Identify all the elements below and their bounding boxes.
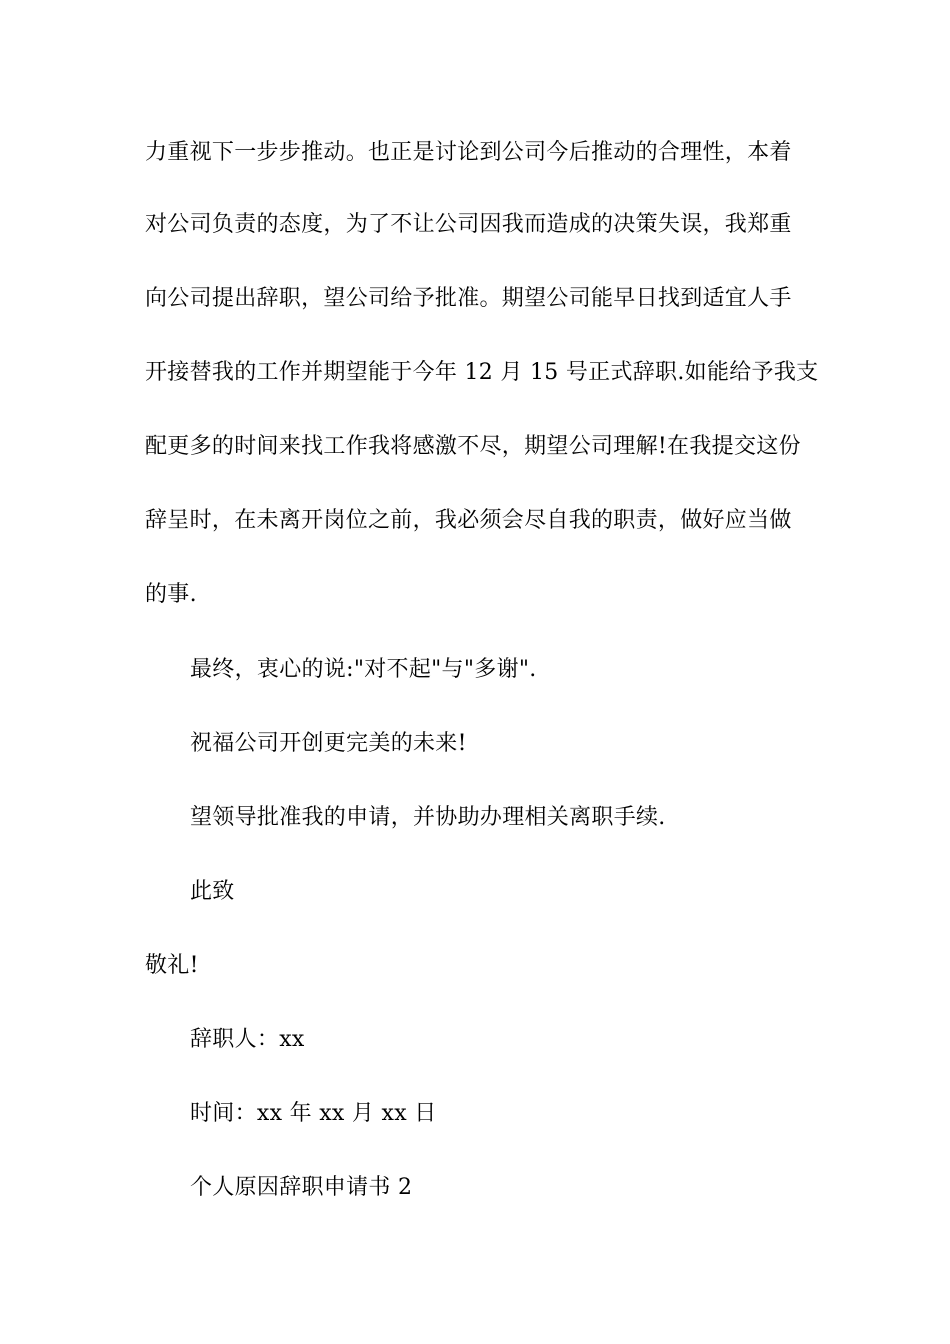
- paragraph-line-3: 向公司提出辞职，望公司给予批准。期望公司能早日找到适宜人手: [145, 286, 792, 311]
- salutation-jingli: 敬礼!: [145, 953, 199, 978]
- closing-line: 最终，衷心的说:"对不起"与"多谢".: [190, 657, 537, 682]
- date-line: 时间：xx 年 xx 月 xx 日: [190, 1101, 437, 1126]
- paragraph-line-4: 开接替我的工作并期望能于今年 12 月 15 号正式辞职.如能给予我支: [145, 360, 819, 385]
- salutation-cizhi: 此致: [190, 879, 235, 904]
- next-section-title: 个人原因辞职申请书 2: [190, 1175, 413, 1200]
- paragraph-line-5: 配更多的时间来找工作我将感激不尽，期望公司理解!在我提交这份: [145, 434, 801, 459]
- paragraph-line-2: 对公司负责的态度，为了不让公司因我而造成的决策失误，我郑重: [145, 212, 792, 237]
- request-line: 望领导批准我的申请，并协助办理相关离职手续.: [190, 805, 666, 830]
- blessing-line: 祝福公司开创更完美的未来!: [190, 731, 467, 756]
- paragraph-line-1: 力重视下一步步推动。也正是讨论到公司今后推动的合理性，本着: [145, 140, 792, 165]
- signer-line: 辞职人：xx: [190, 1027, 305, 1052]
- paragraph-line-7: 的事.: [145, 582, 197, 607]
- paragraph-line-6: 辞呈时，在未离开岗位之前，我必须会尽自我的职责，做好应当做: [145, 508, 792, 533]
